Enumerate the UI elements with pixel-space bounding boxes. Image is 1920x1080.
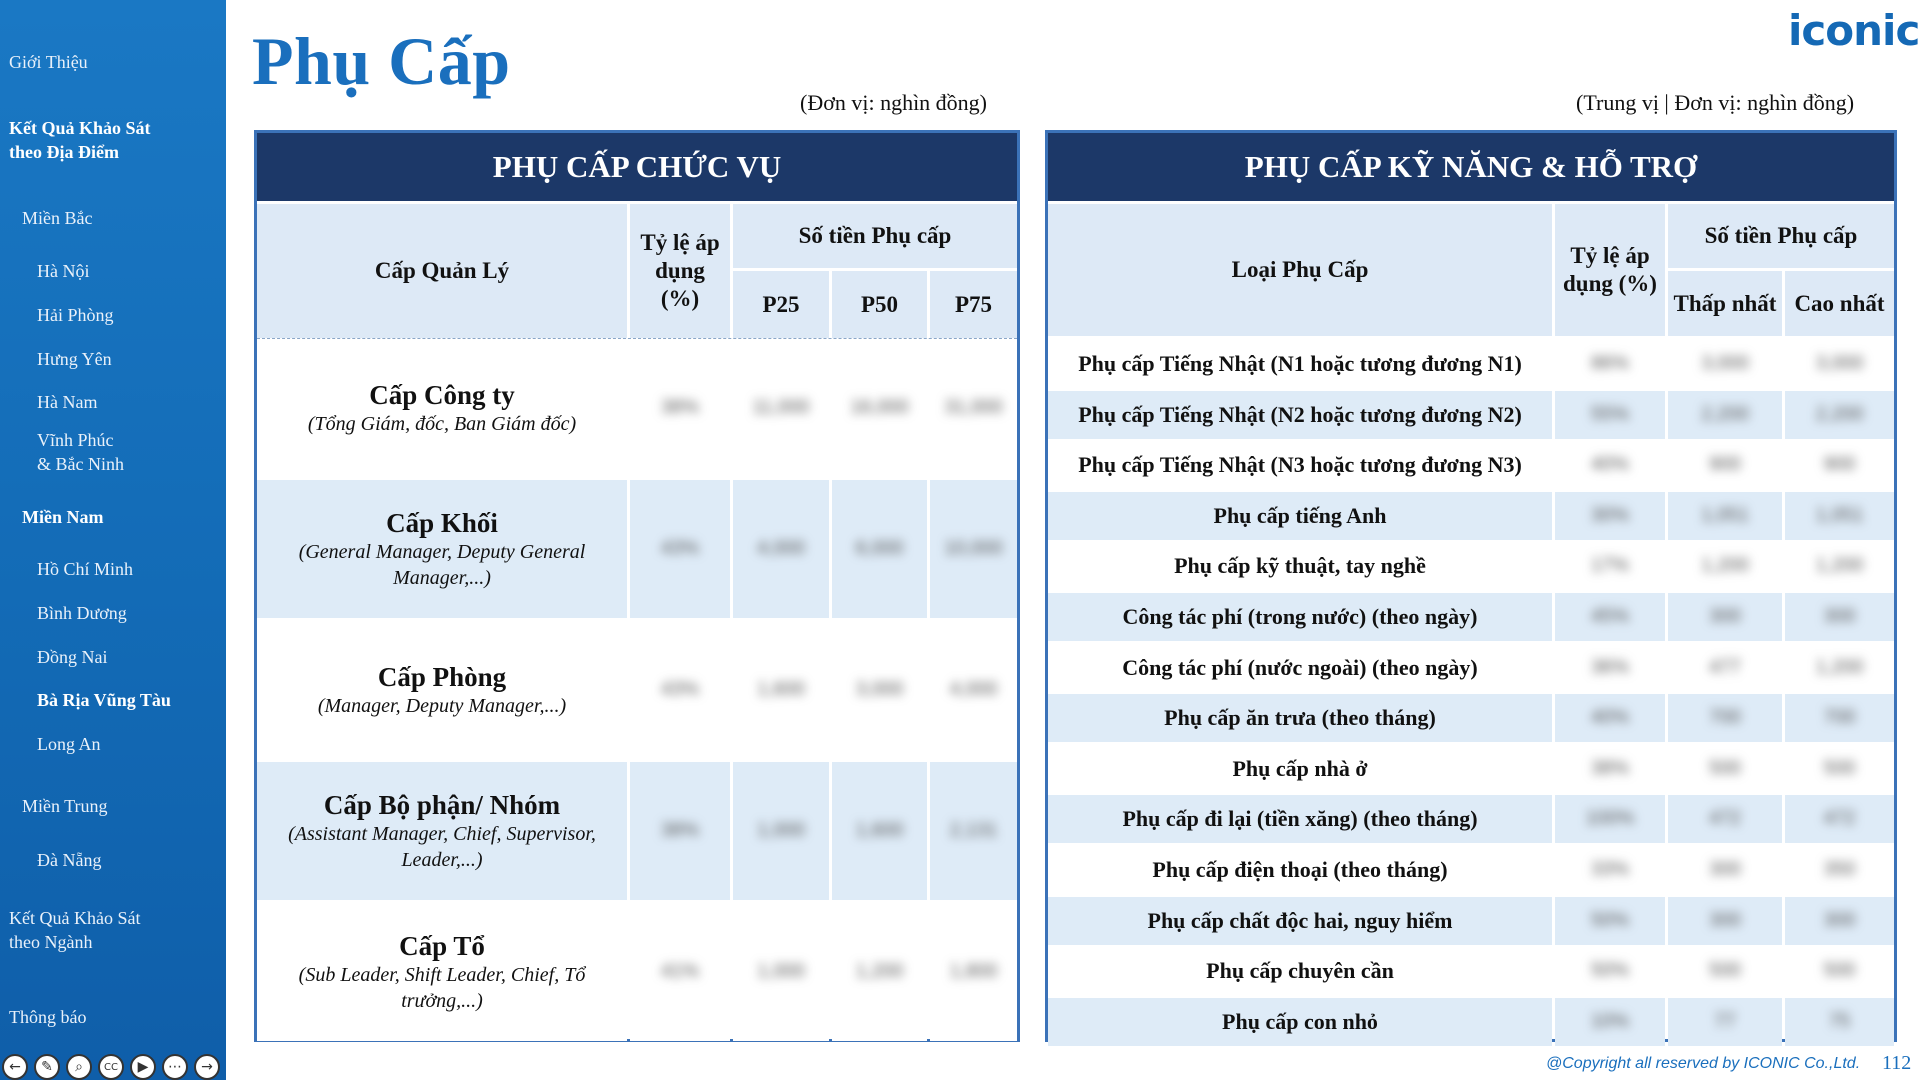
sidebar-item-label: Kết Quả Khảo Sát [9,118,151,138]
rate-value: 17% [1590,555,1630,576]
table-row [1048,897,1894,945]
col-header-p50: P50 [832,271,927,338]
rate-cell [1555,340,1665,388]
p75-value: 31,000 [944,397,1003,418]
max-value: 350 [1823,859,1856,880]
rate-cell [630,621,730,759]
allowance-name: Phụ cấp con nhỏ [1048,998,1552,1046]
max-cell [1785,795,1894,843]
sidebar-item-14[interactable]: Miền Trung [22,796,108,816]
max-value: 1,051 [1815,505,1864,526]
table-row [1048,998,1894,1046]
p75-value: 2,131 [949,820,998,841]
sidebar-item-7[interactable] [37,428,124,476]
allowance-name: Phụ cấp Tiếng Nhật (N1 hoặc tương đương N1) [1048,340,1552,388]
sidebar-item-10[interactable]: Bình Dương [37,603,127,623]
p50-cell [832,903,927,1041]
p25-cell [733,903,829,1041]
skill-support-title: PHỤ CẤP KỸ NĂNG & HỖ TRỢ [1048,133,1894,201]
p75-cell [930,762,1017,900]
rate-value: 43% [660,679,700,700]
min-cell [1668,694,1782,742]
rate-value: 41% [660,961,700,982]
col-header-amount: Số tiền Phụ cấp [733,204,1017,268]
level-cell [257,762,627,900]
level-name: Cấp Công ty [369,380,515,410]
min-cell [1668,593,1782,641]
min-cell [1668,846,1782,894]
max-cell [1785,998,1894,1046]
position-allowance-table [254,130,1020,1042]
table-row [257,762,1017,900]
sidebar-item-5[interactable]: Hưng Yên [37,349,112,369]
rate-cell [1555,947,1665,995]
allowance-name: Phụ cấp nhà ở [1048,745,1552,793]
min-value: 300 [1709,606,1741,627]
skill-support-allowance-table [1045,130,1897,1042]
p75-value: 4,000 [949,679,998,700]
rate-cell [1555,391,1665,439]
allowance-name: Công tác phí (nước ngoài) (theo ngày) [1048,644,1552,692]
max-value: 500 [1823,960,1856,981]
col-header-level: Cấp Quản Lý [257,204,627,338]
p75-cell [930,480,1017,618]
p50-cell [832,480,927,618]
rate-value: 50% [1590,910,1630,931]
table-row [1048,745,1894,793]
min-value: 500 [1709,960,1741,981]
table-row [1048,542,1894,590]
max-value: 300 [1823,910,1856,931]
min-cell [1668,644,1782,692]
allowance-name: Phụ cấp kỹ thuật, tay nghề [1048,542,1552,590]
min-value: 2,200 [1701,404,1749,425]
page-number: 112 [1882,1052,1912,1074]
rate-value: 40% [1590,707,1630,728]
table-row [257,480,1017,618]
table-row [1048,694,1894,742]
max-value: 75 [1828,1011,1851,1032]
sidebar-item-16[interactable] [9,906,140,954]
table-row [257,621,1017,759]
rate-value: 55% [1590,404,1630,425]
rate-cell [1555,492,1665,540]
max-value: 2,200 [1815,404,1864,425]
rate-cell [1555,542,1665,590]
p50-value: 16,000 [850,397,909,418]
p25-value: 1,600 [757,679,805,700]
min-cell [1668,745,1782,793]
p50-cell [832,762,927,900]
sidebar-item-15[interactable]: Đà Nẵng [37,850,102,870]
arrow-right-icon: → [201,1059,213,1075]
rate-cell [1555,795,1665,843]
level-description: (Assistant Manager, Chief, Supervisor, Leader,...) [288,823,596,871]
p75-cell [930,621,1017,759]
rate-cell [1555,644,1665,692]
rate-value: 86% [1590,353,1630,374]
rate-value: 36% [1590,657,1630,678]
level-description: (Sub Leader, Shift Leader, Chief, Tổ trưởng,...) [298,964,586,1012]
rate-value: 100% [1585,808,1635,829]
rate-value: 38% [1590,758,1630,779]
p50-value: 3,000 [855,679,904,700]
allowance-name: Phụ cấp Tiếng Nhật (N3 hoặc tương đương N3) [1048,441,1552,489]
rate-cell [1555,745,1665,793]
min-value: 472 [1709,808,1741,829]
p25-value: 11,000 [752,397,810,418]
allowance-name: Công tác phí (trong nước) (theo ngày) [1048,593,1552,641]
p75-cell [930,339,1017,477]
rate-cell [630,480,730,618]
p25-value: 1,000 [757,961,805,982]
rate-cell [630,903,730,1041]
rate-cell [1555,846,1665,894]
sidebar-navigation [0,0,226,1080]
iconic-logo: iconic [1788,6,1920,55]
sidebar-item-label: Kết Quả Khảo Sát [9,908,141,928]
allowance-name: Phụ cấp điện thoại (theo tháng) [1048,846,1552,894]
pen-icon: ✎ [41,1059,53,1075]
max-value: 900 [1823,454,1856,475]
camera-icon: ▶ [137,1059,149,1075]
sidebar-item-1[interactable] [9,116,151,164]
max-cell [1785,947,1894,995]
max-cell [1785,897,1894,945]
min-value: 300 [1709,910,1741,931]
col-header-p25: P25 [733,271,829,338]
min-value: 500 [1709,758,1741,779]
sidebar-item-3[interactable]: Hà Nội [37,261,90,281]
min-value: 1,051 [1701,505,1749,526]
level-name: Cấp Khối [386,508,498,538]
rate-cell [1555,998,1665,1046]
rate-value: 10% [1590,1011,1630,1032]
level-cell [257,480,627,618]
level-name: Cấp Bộ phận/ Nhóm [323,790,561,820]
level-name: Cấp Phòng [377,662,507,692]
rate-value: 43% [660,538,700,559]
p25-cell [733,762,829,900]
captions-button[interactable] [98,1054,124,1080]
max-value: 3,000 [1815,353,1864,374]
min-cell [1668,947,1782,995]
sidebar-item-4[interactable]: Hải Phòng [37,305,114,325]
sidebar-item-label: & Bắc Ninh [37,454,124,474]
level-description: (Tổng Giám, đốc, Ban Giám đốc) [307,413,577,435]
max-cell [1785,441,1894,489]
min-value: 1,200 [1701,555,1749,576]
back-button[interactable] [2,1054,28,1080]
arrow-left-icon: ← [9,1059,21,1075]
col-header-type: Loại Phụ Cấp [1048,204,1552,336]
max-value: 300 [1823,606,1856,627]
col-header-p75: P75 [930,271,1017,338]
col-header-amount: Số tiền Phụ cấp [1668,204,1894,268]
p75-value: 1,800 [949,961,998,982]
sidebar-item-11[interactable]: Đồng Nai [37,647,108,667]
rate-cell [1555,897,1665,945]
presentation-toolbar [0,1054,242,1080]
pen-button[interactable] [34,1054,60,1080]
allowance-name: Phụ cấp chất độc hai, nguy hiểm [1048,897,1552,945]
allowance-name: Phụ cấp chuyên cần [1048,947,1552,995]
cc-icon: CC [104,1061,118,1073]
rate-value: 45% [1590,606,1630,627]
col-header-rate: Tỷ lệ áp dụng (%) [1555,204,1665,336]
forward-button[interactable] [194,1054,220,1080]
p50-value: 1,200 [855,961,904,982]
table-row [1048,340,1894,388]
col-header-rate: Tỷ lệ áp dụng (%) [630,204,730,338]
min-value: 77 [1714,1011,1736,1032]
max-cell [1785,542,1894,590]
sidebar-item-6[interactable]: Hà Nam [37,392,98,412]
sidebar-item-label: theo Ngành [9,932,93,952]
ellipsis-icon: ⋯ [168,1059,182,1075]
p75-value: 10,000 [944,538,1003,559]
rate-cell [1555,441,1665,489]
table-row [1048,441,1894,489]
min-value: 477 [1709,657,1741,678]
min-cell [1668,795,1782,843]
min-value: 300 [1709,859,1741,880]
max-value: 472 [1823,808,1856,829]
copyright-text: @Copyright all reserved by ICONIC Co.,Ltd. [1546,1055,1861,1072]
rate-value: 33% [1590,859,1630,880]
table-row [1048,593,1894,641]
allowance-name: Phụ cấp tiếng Anh [1048,492,1552,540]
min-value: 3,000 [1701,353,1749,374]
rate-value: 50% [1590,960,1630,981]
page-title: Phụ Cấp [252,23,511,99]
max-value: 500 [1823,758,1856,779]
p25-cell [733,621,829,759]
max-value: 1,200 [1815,657,1864,678]
unit-note-right: (Trung vị | Đơn vị: nghìn đồng) [1576,90,1855,115]
min-cell [1668,441,1782,489]
sidebar-item-13[interactable]: Long An [37,734,101,754]
max-cell [1785,391,1894,439]
level-description: (Manager, Deputy Manager,...) [317,695,567,717]
p25-cell [733,339,829,477]
table-row [1048,846,1894,894]
sidebar-item-label: theo Địa Điểm [9,142,119,162]
unit-note-left: (Đơn vị: nghìn đồng) [800,90,988,115]
p50-value: 1,600 [855,820,904,841]
rate-cell [1555,593,1665,641]
level-description: (General Manager, Deputy General Manager,...) [298,541,586,589]
p50-cell [832,621,927,759]
max-cell [1785,694,1894,742]
magnifier-icon: ⌕ [75,1059,83,1075]
min-cell [1668,897,1782,945]
p25-value: 4,000 [757,538,805,559]
max-cell [1785,846,1894,894]
max-cell [1785,593,1894,641]
table-row [1048,795,1894,843]
rate-value: 40% [1590,454,1630,475]
allowance-name: Phụ cấp ăn trưa (theo tháng) [1048,694,1552,742]
max-cell [1785,745,1894,793]
sidebar-item-label: Vĩnh Phúc [37,430,114,450]
level-cell [257,339,627,477]
min-cell [1668,391,1782,439]
col-header-min: Thấp nhất [1668,271,1782,336]
table-row [257,903,1017,1041]
rate-value: 38% [660,820,700,841]
max-cell [1785,340,1894,388]
table-row [1048,947,1894,995]
p75-cell [930,903,1017,1041]
rate-cell [630,762,730,900]
table-row [1048,391,1894,439]
p25-value: 1,000 [757,820,805,841]
video-button[interactable] [130,1054,156,1080]
rate-cell [630,339,730,477]
level-cell [257,621,627,759]
table-row [257,339,1017,477]
min-value: 700 [1709,707,1741,728]
more-button[interactable] [162,1054,188,1080]
min-cell [1668,542,1782,590]
sidebar-item-9[interactable]: Hồ Chí Minh [37,559,134,579]
sidebar-item-0[interactable]: Giới Thiệu [9,52,88,72]
min-cell [1668,340,1782,388]
max-value: 700 [1823,707,1856,728]
rate-cell [1555,694,1665,742]
max-value: 1,200 [1815,555,1864,576]
allowance-name: Phụ cấp Tiếng Nhật (N2 hoặc tương đương N2) [1048,391,1552,439]
p25-cell [733,480,829,618]
rate-value: 38% [660,397,700,418]
sidebar-item-2[interactable]: Miền Bắc [22,208,93,228]
min-value: 900 [1709,454,1741,475]
max-cell [1785,644,1894,692]
sidebar-item-12[interactable]: Bà Rịa Vũng Tàu [37,690,171,710]
allowance-name: Phụ cấp đi lại (tiền xăng) (theo tháng) [1048,795,1552,843]
p50-cell [832,339,927,477]
col-header-max: Cao nhất [1785,271,1894,336]
p50-value: 6,000 [855,538,904,559]
min-cell [1668,492,1782,540]
rate-value: 30% [1590,505,1630,526]
sidebar-item-17[interactable]: Thông báo [9,1007,87,1027]
level-cell [257,903,627,1041]
table-row [1048,492,1894,540]
sidebar-item-8[interactable]: Miền Nam [22,507,104,527]
max-cell [1785,492,1894,540]
zoom-button[interactable] [66,1054,92,1080]
table-row [1048,644,1894,692]
position-allowance-title: PHỤ CẤP CHỨC VỤ [257,133,1017,201]
level-name: Cấp Tổ [399,931,485,961]
min-cell [1668,998,1782,1046]
